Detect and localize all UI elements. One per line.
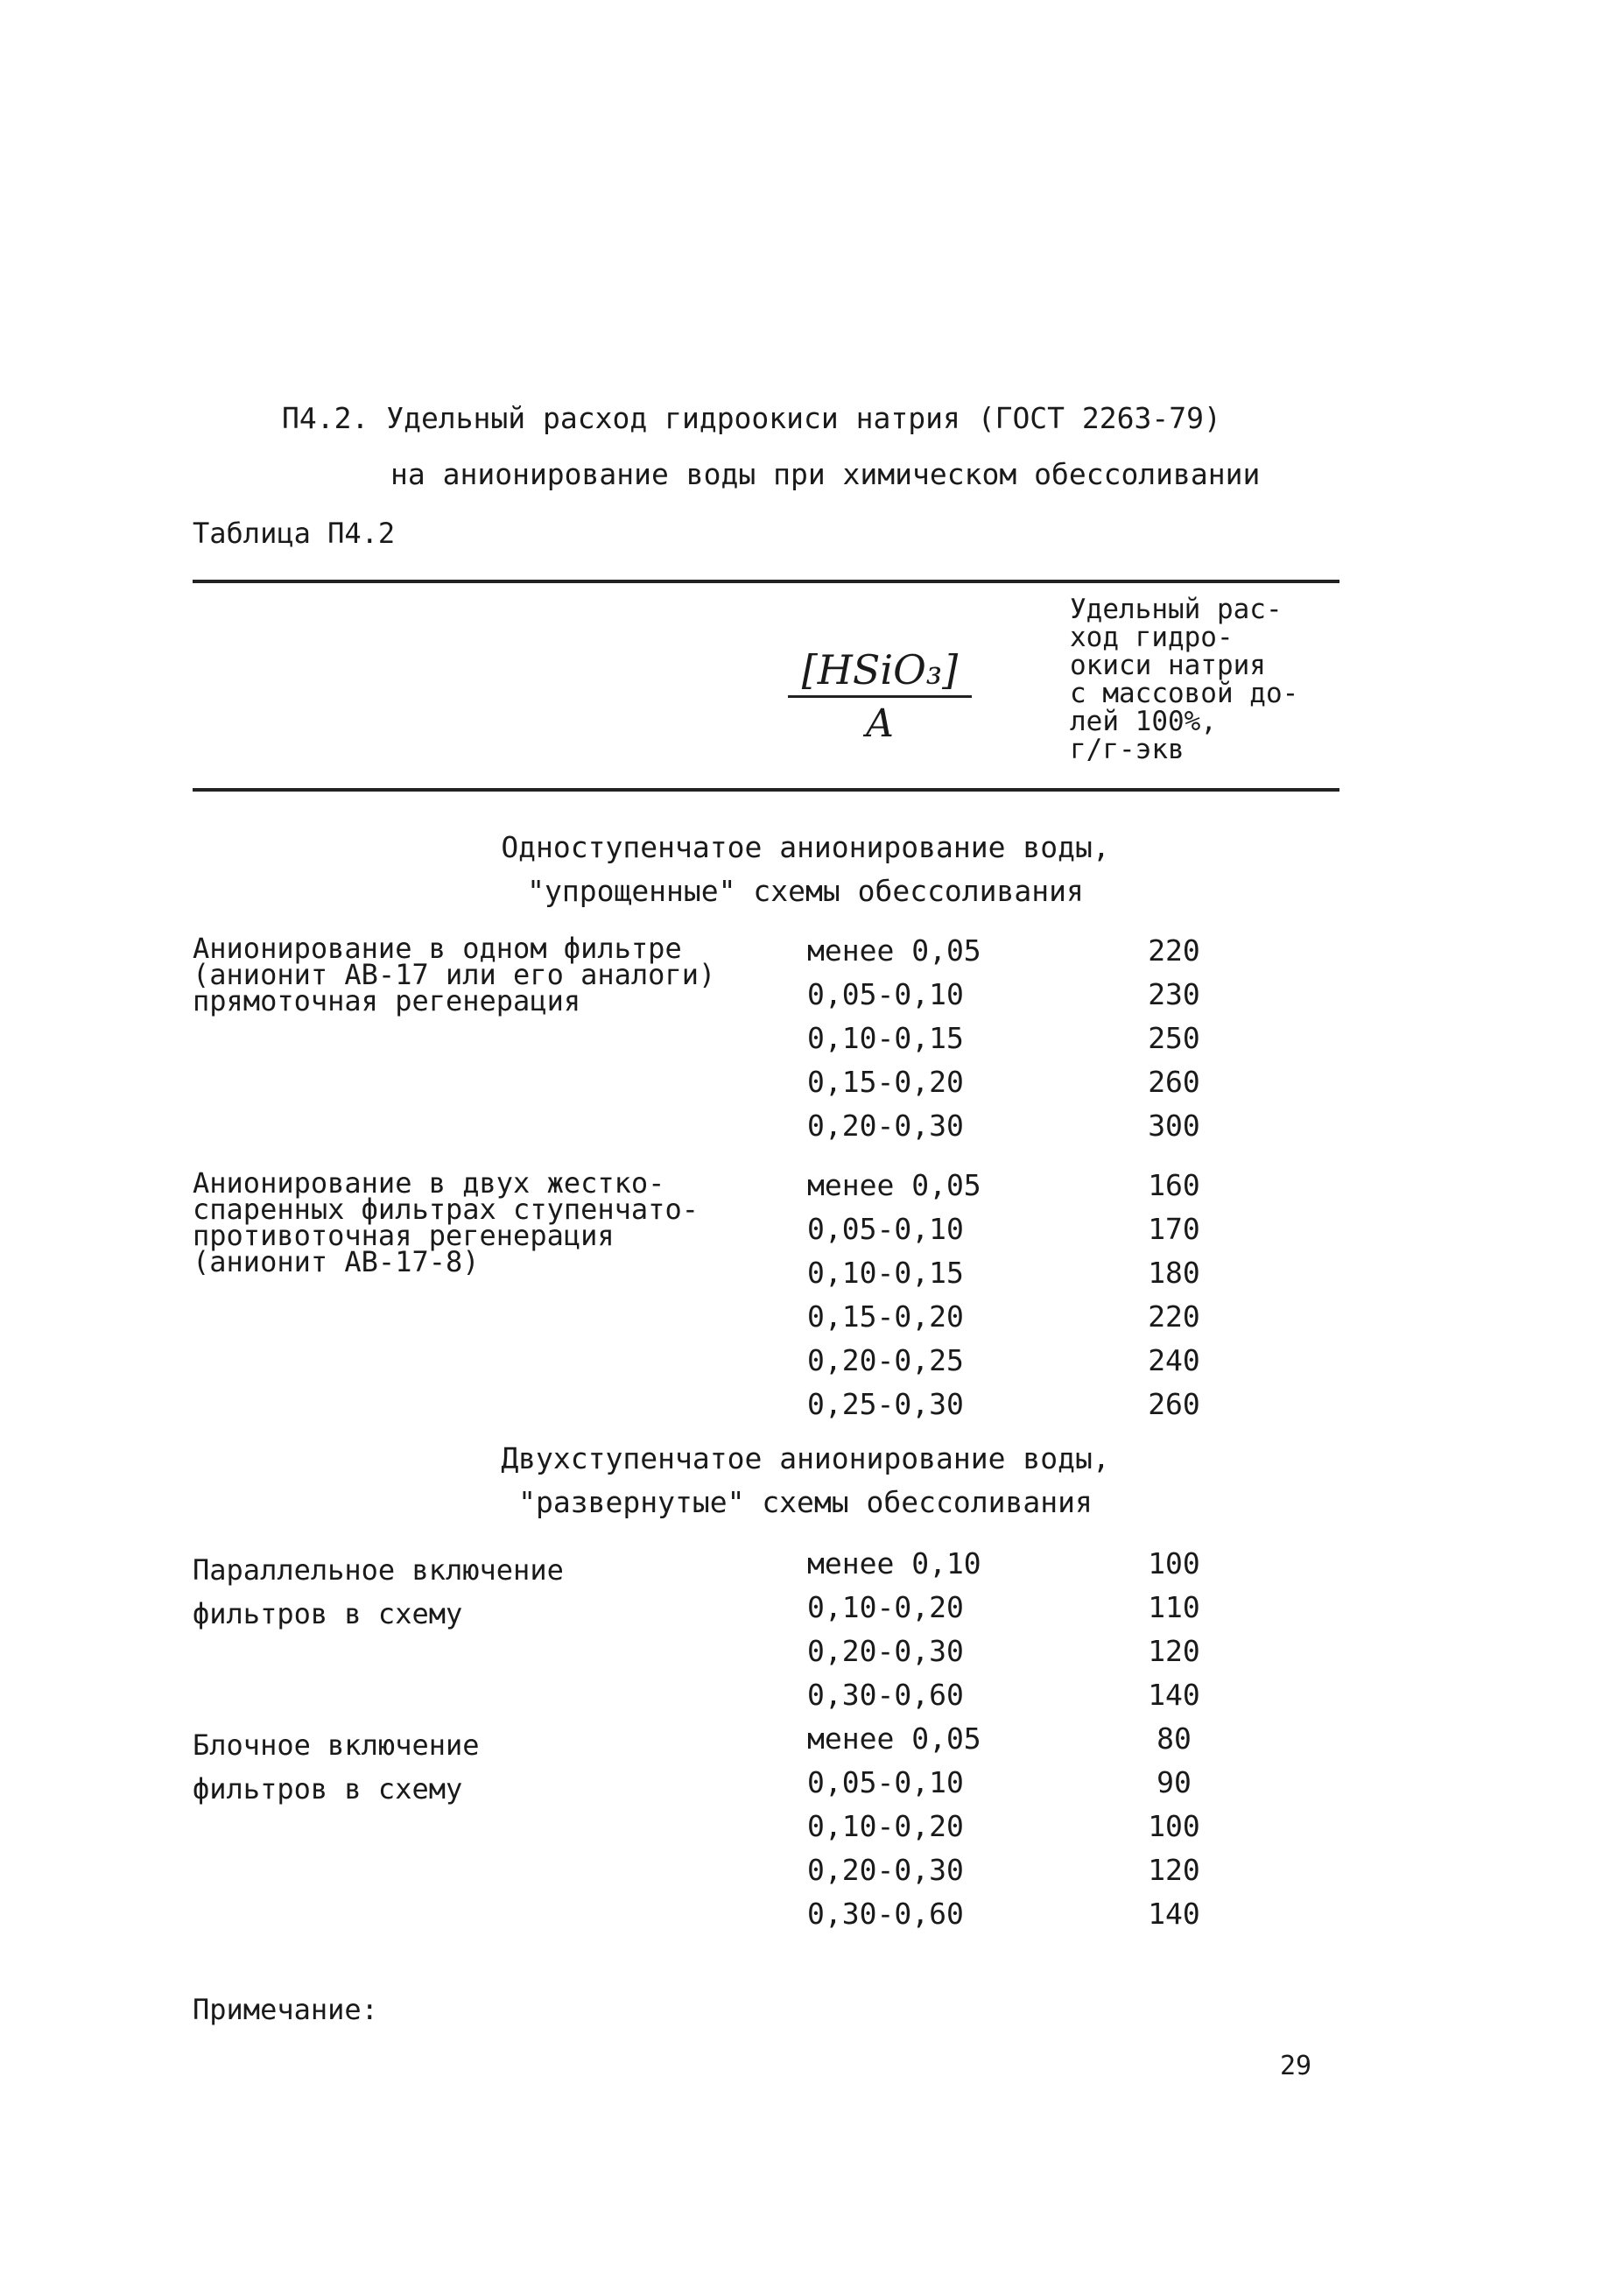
range-cell: 0,10-0,15 — [807, 1256, 964, 1290]
table-header-bottom-rule — [193, 788, 1339, 792]
document-title-line1: П4.2. Удельный расход гидроокиси натрия (ГОСТ 2263-79) — [282, 401, 1221, 435]
range-cell: 0,10-0,15 — [807, 1021, 964, 1055]
section1-title-line1: Одноступенчатое анионирование воды, — [501, 830, 1110, 864]
group-label: Блочное включение фильтров в схему — [193, 1728, 480, 1806]
section1-title-line2: "упрощенные" схемы обессоливания — [527, 874, 1084, 908]
value-cell: 160 — [1148, 1168, 1200, 1202]
range-cell: 0,20-0,30 — [807, 1853, 964, 1887]
value-cell: 220 — [1148, 933, 1200, 968]
value-cell: 260 — [1148, 1065, 1200, 1099]
range-cell: 0,05-0,10 — [807, 1212, 964, 1246]
section2-title-line2: "развернутые" схемы обессоливания — [518, 1485, 1093, 1519]
group-label: Анионирование в двух жестко- спаренных фильтрах ступенчато- противоточная регенерация (анионит АВ-17-8) — [193, 1166, 699, 1278]
header-formula — [788, 646, 972, 746]
range-cell: 0,15-0,20 — [807, 1065, 964, 1099]
value-cell: 140 — [1148, 1897, 1200, 1931]
value-cell: 120 — [1148, 1853, 1200, 1887]
table-top-rule — [193, 580, 1339, 583]
value-cell: 180 — [1148, 1256, 1200, 1290]
range-cell: 0,10-0,20 — [807, 1590, 964, 1624]
value-cell: 80 — [1156, 1721, 1192, 1756]
range-cell: менее 0,10 — [807, 1546, 981, 1581]
formula-fraction-bar — [788, 695, 972, 698]
range-cell: менее 0,05 — [807, 1721, 981, 1756]
value-cell: 260 — [1148, 1387, 1200, 1421]
value-cell: 230 — [1148, 977, 1200, 1011]
value-cell: 140 — [1148, 1678, 1200, 1712]
page-number: 29 — [1280, 2051, 1312, 2081]
table-caption: Таблица П4.2 — [193, 517, 396, 550]
value-cell: 240 — [1148, 1343, 1200, 1377]
range-cell: 0,20-0,30 — [807, 1634, 964, 1668]
value-cell: 250 — [1148, 1021, 1200, 1055]
range-cell: 0,05-0,10 — [807, 1765, 964, 1799]
range-cell: 0,20-0,30 — [807, 1109, 964, 1143]
range-cell: менее 0,05 — [807, 933, 981, 968]
value-cell: 100 — [1148, 1809, 1200, 1843]
value-cell: 90 — [1156, 1765, 1192, 1799]
group-label: Параллельное включение фильтров в схему — [193, 1553, 564, 1630]
group-label: Анионирование в одном фильтре (анионит АВ-17 или его аналоги) прямоточная регенерация — [193, 932, 716, 1017]
formula-denominator: A — [866, 701, 894, 746]
value-cell: 120 — [1148, 1634, 1200, 1668]
header-value-column: Удельный рас- ход гидро- окиси натрия с массовой до- лей 100%, г/г-экв — [1070, 594, 1299, 765]
range-cell: 0,30-0,60 — [807, 1897, 964, 1931]
value-cell: 300 — [1148, 1109, 1200, 1143]
range-cell: 0,10-0,20 — [807, 1809, 964, 1843]
formula-numerator: [HSiO₃] — [801, 646, 959, 693]
section2-title-line1: Двухступенчатое анионирование воды, — [501, 1441, 1110, 1475]
value-cell: 110 — [1148, 1590, 1200, 1624]
range-cell: 0,25-0,30 — [807, 1387, 964, 1421]
range-cell: менее 0,05 — [807, 1168, 981, 1202]
range-cell: 0,30-0,60 — [807, 1678, 964, 1712]
value-cell: 100 — [1148, 1546, 1200, 1581]
range-cell: 0,05-0,10 — [807, 977, 964, 1011]
range-cell: 0,15-0,20 — [807, 1299, 964, 1334]
value-cell: 170 — [1148, 1212, 1200, 1246]
value-cell: 220 — [1148, 1299, 1200, 1334]
range-cell: 0,20-0,25 — [807, 1343, 964, 1377]
note-label: Примечание: — [193, 1993, 378, 2026]
document-title-line2: на анионирование воды при химическом обессоливании — [390, 457, 1261, 491]
